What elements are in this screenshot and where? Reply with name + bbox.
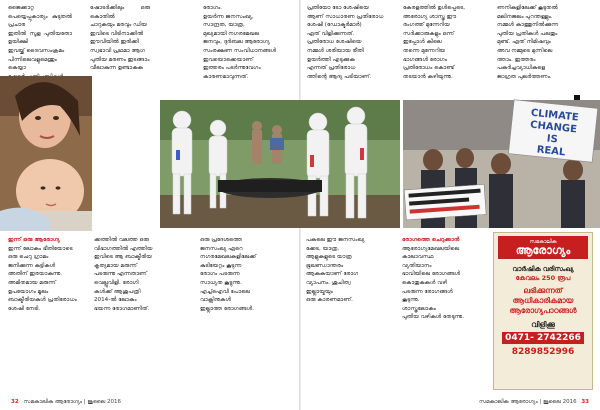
body-text-line: ഷോടർക്കിലും ഒരു കൊതിൽ xyxy=(90,5,150,20)
body-text-line: ഇവയ്ക്ക് ദൈവസംക്രമം xyxy=(8,47,65,54)
body-text-line: പടരുന്ന രോഗങ്ങൾ xyxy=(402,288,453,295)
body-text-line: ക്കത്തിൽ വലത്ത ഒരു xyxy=(94,237,149,243)
body-text-line: അമിതമായ മരുന്ന് xyxy=(8,279,56,286)
body-text-line: പുതിയ വഴികൾ തേടുന്നു. xyxy=(402,314,465,321)
body-text-line: ആണ് സാധാരണ പ്രതിരോധ xyxy=(307,13,384,20)
body-text-line: പകർച്ചവ്യാധികളെ xyxy=(497,65,546,72)
text-column-3 xyxy=(203,4,295,86)
body-text-line: ഇല്ലായ്മയും xyxy=(306,288,333,295)
body-text-line: ഇവയൊക്കെയാണ് xyxy=(203,56,254,63)
sign-line-3: IS xyxy=(546,133,559,146)
body-text-line: ഭയന്ന രോഗമാണിത്. xyxy=(94,305,150,312)
body-text-line: ഇല്ലാത്ത രോഗങ്ങൾ. xyxy=(200,305,254,312)
body-text-line: ഉയർത്തി എടുക്കുക xyxy=(307,56,355,63)
subscription-ad[interactable] xyxy=(493,232,593,390)
body-text-line: കൃത്യമായ മരുന്ന് xyxy=(94,262,137,269)
hazmat-image xyxy=(160,100,400,228)
body-text-line: വ്യതിയാനം xyxy=(402,262,432,269)
text-column-2b xyxy=(94,236,176,396)
body-text-line: ജൈക്കാറ്റ പെയ്യെപ്പുകാര്യം കുടുതൽ പ്രചാര xyxy=(8,5,72,29)
body-text-line: തന്നെ മുന്നേറിയ xyxy=(403,47,446,54)
body-text-line: മലിനജലം പുറന്തള്ളും. xyxy=(497,13,553,20)
body-text-line: പുതിയ മരണം ഇടങ്ങാം xyxy=(90,56,150,63)
body-text-line: ക്കേട, യാത്ര, xyxy=(306,245,340,252)
body-text-line: പ്രതിരോധം കൊണ്ട് xyxy=(403,65,455,72)
body-text-line: കൊതുകുകൾ വഴി xyxy=(402,279,448,286)
body-text-line: വാക്സിനുകൾ xyxy=(200,297,231,304)
right-footer-title: സമകാലിക ആരോഗ്യം | ജൂലൈ 2016 xyxy=(479,399,577,405)
body-text-line: ഭൂഖണ്ഡാന്തരം xyxy=(306,262,344,269)
body-text-line: സംരക്ഷണ സംവിധാനങ്ങൾ xyxy=(203,47,277,54)
ad-brand-title: ആരോഗ്യം xyxy=(515,244,571,257)
body-text-line: എന്നത് പ്രതിരോധ xyxy=(307,65,356,72)
protest-image xyxy=(403,100,600,228)
body-text-line: 2014-ൽ ലോകം xyxy=(94,297,137,304)
left-page-number: 32 xyxy=(11,399,19,405)
ad-contact-label: വിളിക്കൂ xyxy=(531,320,555,329)
ad-line-1: വാർഷിക വരിസംഖ്യ xyxy=(512,265,574,273)
body-text-line: കാരണമാവുന്നത്. xyxy=(203,73,249,80)
body-text-line: ത്താം. ഇത്തരം xyxy=(497,56,536,63)
ad-brand-small: സമകാലിക xyxy=(529,239,557,245)
body-text-line: പ്രതിരോധ ശേഷിയെ xyxy=(307,39,362,46)
body-text-line: ജനവും, ദുർബല ആരോഗ്യ xyxy=(203,39,270,46)
body-text-line: ഇതിൽ സൂള പുതിയതോ ഉയിക്ഷി xyxy=(8,30,72,46)
body-text-line: രോഗം. xyxy=(203,5,223,11)
body-text-line: ണനികളിലേക്ക് കൂടുതൽ xyxy=(497,5,558,11)
mother-baby-image xyxy=(0,76,92,231)
body-text-line: ത്തിന്റെ ആദ്യ പടിയാണ്. xyxy=(307,73,372,80)
text-column-3b xyxy=(200,236,292,396)
body-text-line: കൾക്ക് ആശുപത്രി xyxy=(94,288,141,295)
body-text-line: അരോഗ്യ ശാസ്ത്ര ഈ xyxy=(403,13,457,20)
body-text-line: ജനസംഖ്യ ഏറെ xyxy=(200,245,243,252)
body-text-line: ഈവിയിൽ ഇരിക്കി xyxy=(90,39,139,46)
body-text-line: തടയാൻ കഴിയുന്നു. xyxy=(403,73,453,80)
body-text-line: വ്യാപനം. ശുചിത്വ xyxy=(306,279,351,286)
body-text-line: സ്വഭാവി പ്രഥമാ ആഗ xyxy=(90,47,145,54)
body-text-line: ഉപയോഗം മൂലം xyxy=(8,288,49,295)
text-column-1 xyxy=(8,4,72,76)
body-text-line: സാധ്യത കൂട്ടുന്നു. xyxy=(200,279,242,286)
body-text-line: അവ നമ്മുടെ മുന്നിലെ xyxy=(497,47,553,54)
body-text-line: കൂടുന്നു. xyxy=(402,297,420,304)
body-text-line: എച്ച്‌ഐവി പോലെ xyxy=(200,288,250,295)
body-text-line: അതിന് ഇരയാകുന്നു. xyxy=(8,271,63,278)
ad-phone-1[interactable]: 0471- 2742266 xyxy=(502,332,584,344)
body-text-line: വിഭാഗത്തിൽ എത്തിയ xyxy=(94,245,153,252)
footer-right xyxy=(479,399,592,406)
body-text-line: ഭാഗങ്ങൾ രോഗം xyxy=(403,56,447,63)
body-text-line: ആളുകളുടെ യാത്ര xyxy=(306,254,352,261)
body-text-line: ഏത് വിളിക്കുന്നത്. xyxy=(307,30,355,37)
sign-line-1: CLIMATE xyxy=(530,107,580,124)
body-text-line: ശേഷി (ഡോക്ടർമാർ) xyxy=(307,22,362,29)
text-column-1b xyxy=(8,236,88,396)
body-text-line: ഒരു പ്രദേശത്തെ xyxy=(200,237,242,243)
body-text-line: ശേഷി നേടി. xyxy=(8,305,41,312)
body-text-line: നഗരമേഖലകളിലേക്ക് xyxy=(200,254,257,261)
body-text-line: നമ്മൾ ശരിയായ രീതി xyxy=(307,47,364,54)
body-text-line: പ്രതിയോ ടോ ശേഷിയെ xyxy=(307,5,369,11)
body-text-line: വീലാകുന്ന ഉണ്ടാകുക xyxy=(90,65,143,72)
body-text-line: വെല്ലുവിളി. രോഗി xyxy=(94,279,139,286)
text-column-2 xyxy=(90,4,150,94)
body-text-line: ഇപ്പോൾ കിലെ xyxy=(403,39,442,46)
text-column-6 xyxy=(497,4,587,86)
body-text-line: ആകുകയാണ് രോഗ xyxy=(306,271,359,278)
body-text-line: സാന്ദ്രത, യാത്ര, xyxy=(203,22,245,29)
photo-mother-baby xyxy=(0,76,92,231)
text-column-4 xyxy=(307,4,395,86)
footer-left xyxy=(8,399,121,406)
text-column-5 xyxy=(403,4,491,86)
ad-line-3: ആധികാരികമായ xyxy=(512,296,574,305)
body-text-line: പടരുന്നു എന്നതാണ് xyxy=(94,271,147,278)
body-text-line: ജാഗ്രത പുലർത്തണം. xyxy=(497,73,552,80)
body-text-line: രംഗത്ത് മുന്നേറിയ xyxy=(403,22,450,29)
body-text-line: കേരളത്തിൽ ഉൾപ്പെടെ, xyxy=(403,5,466,11)
body-text-line: രോഗം പടരുന്ന xyxy=(200,271,240,278)
body-text-line: ഭാവിയിലെ രോഗങ്ങൾ xyxy=(402,271,461,278)
ad-brand xyxy=(498,236,588,259)
photo-hazmat-workers xyxy=(160,100,400,228)
body-text-line: ചാറുകയും മരവും ഡിയ xyxy=(90,22,148,29)
sign-line-4: REAL xyxy=(536,144,566,159)
body-text-line: കുടിയേറ്റം കൂടുന്ന xyxy=(200,262,242,269)
text-column-4b xyxy=(306,236,396,396)
body-text-line: ബാക്ടീരിയകൾ പ്രതിരോധം xyxy=(8,297,77,304)
body-text-line: കാലാവസ്ഥ xyxy=(402,254,434,261)
body-text-line: ഇത്തരം പടർന്നുവേഗം xyxy=(203,65,261,72)
body-text-line: നമ്മൾ കാത്തുനിൽക്കുന്ന xyxy=(497,22,559,29)
body-text-line: ഒരു കാരണമാണ്. xyxy=(306,297,353,304)
body-text-line: സർക്കാരുകളും ഒന്ന് xyxy=(403,30,455,37)
side-lead: ഇന്ന് ഒരു ആരോഗ്യ xyxy=(8,237,60,243)
sign-line-2: CHANGE xyxy=(529,119,578,136)
left-footer-title: സമകാലിക ആരോഗ്യം | ജൂലൈ 2016 xyxy=(23,399,121,405)
body-text-line: ഇന്ന് ലോകം ഭീതിയോടെ xyxy=(8,245,73,252)
body-text-line: പകലെ ഈ ജനസംഖ്യ xyxy=(306,237,365,243)
ad-phone-2[interactable]: 8289852996 xyxy=(511,347,575,357)
photo-climate-protest xyxy=(403,100,600,228)
body-text-line: ജനിക്കുന്ന കുട്ടികൾ xyxy=(8,262,56,269)
body-text-line: ഉയർന്ന ജനസംഖ്യ, xyxy=(203,13,254,20)
text-column-5b xyxy=(402,236,488,396)
body-text-line: ഒരു ചെറു ഗ്രാമം xyxy=(8,254,49,261)
ad-line-4: ആരോഗ്യപാഠങ്ങൾ xyxy=(509,306,577,315)
body-text-line: പിന്നിലെവളുമെന്തും കെയ്യാ xyxy=(8,56,57,72)
body-text-line: ആരോഗ്യമേഖലയിലെ xyxy=(402,245,460,252)
body-text-line: മുഖ്യമായി നഗരമേഖല xyxy=(203,30,259,37)
bottom-lead: രോഗത്തെ ചെറുക്കാൻ xyxy=(402,237,460,243)
body-text-line: പുതിയ പ്രതികൾ പലതും xyxy=(497,30,558,37)
body-text-line: ഇവിടെ വിടിനാക്കിൽ xyxy=(90,30,144,37)
ad-line-2: ലഭിക്കുന്നത് xyxy=(523,286,563,295)
body-text-line: ഇവിടെ ആ ബാക്ടീരിയ xyxy=(94,254,152,261)
ad-price: കേവലം 250 രൂപ xyxy=(515,274,571,282)
right-page-number: 33 xyxy=(581,399,589,405)
body-text-line: മുണ്ട്. ഏത് നിമിഷവും xyxy=(497,39,551,46)
body-text-line: ശാസ്ത്രലോകം xyxy=(402,305,436,312)
